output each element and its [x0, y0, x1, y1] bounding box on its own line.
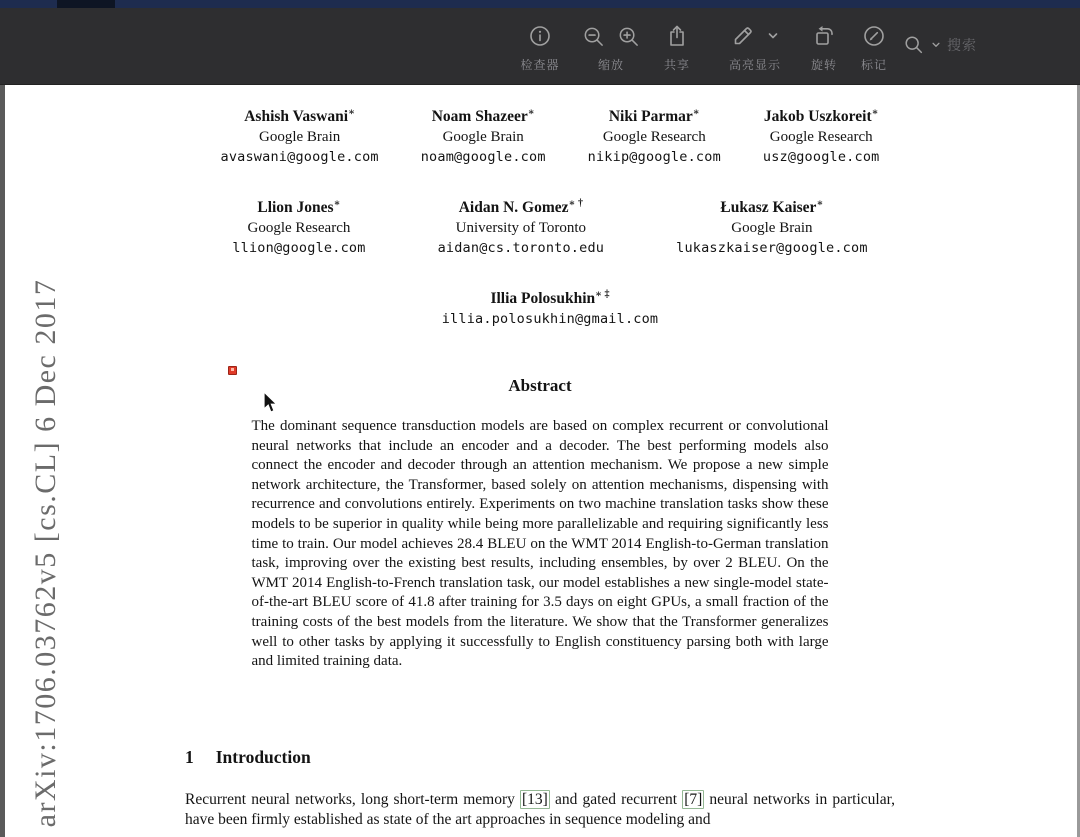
abstract-heading: Abstract [508, 376, 572, 395]
window-title-fragment [57, 0, 115, 8]
inspector-label: 检查器 [520, 58, 560, 72]
inspector-button[interactable] [505, 22, 575, 73]
markup-label: 标记 [860, 58, 887, 72]
author-affiliation: Google Research [247, 220, 351, 237]
intro-text-2: and gated recurrent [549, 791, 683, 808]
abstract-text: The dominant sequence transduction models are based on complex recurrent or convolutional neural networks that include an encoder and a decoder. The best performing models also connect the encoder and decoder through an attention mechanism. We propose a new simple network architecture, the Transformer, based solely on attention mechanisms, dispensing with recurrence and convolutions entirely. Experiments on two machine translation tasks show these models to be superior in quality while being more parallelizable and requiring significantly less time to train. Our model achieves 28.4 BLEU on the WMT 2014 English-to-German translation task, improving over the existing best results, including ensembles, by over 2 BLEU. On the WMT 2014 English-to-French translation task, our model establishes a new single-model state-of-the-art BLEU score of 41.8 after training for 3.5 days on eight GPUs, a small fraction of the training costs of the best models from the literature. We show that the Transformer generalizes well to other tasks by applying it successfully to English constituency parsing both with large and limited training data. [251, 418, 829, 670]
share-label: 共享 [663, 58, 690, 72]
arxiv-watermark: arXiv:1706.03762v5 [cs.CL] 6 Dec 2017 [29, 278, 62, 828]
author-name: Noam Shazeer∗ [431, 107, 535, 126]
intro-text-1: Recurrent neural networks, long short-term memory [185, 791, 521, 808]
author-affiliation: University of Toronto [455, 220, 586, 237]
search-field[interactable] [903, 34, 977, 56]
citation-link-7[interactable]: [7] [684, 791, 703, 808]
author-name: Łukasz Kaiser∗ [720, 198, 824, 217]
introduction-text [185, 790, 895, 829]
author [438, 194, 605, 258]
author-affiliation: Google Brain [259, 129, 341, 146]
author-row-2 [60, 194, 1040, 258]
author-row-1 [60, 103, 1040, 167]
toolbar [0, 8, 1080, 85]
author-affiliation: Google Research [602, 129, 706, 146]
author [442, 285, 659, 329]
author-name: Illia Polosukhin∗ ‡ [490, 289, 610, 308]
zoom-in-icon[interactable] [617, 25, 640, 48]
author-email: nikip@google.com [587, 149, 721, 166]
menu-bar-strip [0, 0, 1080, 8]
section-number: 1 [185, 747, 194, 767]
search-dropdown-chevron-icon [931, 40, 941, 50]
author-block [60, 103, 1040, 329]
info-icon [528, 24, 552, 48]
author-email: noam@google.com [420, 149, 546, 166]
pdf-page [0, 85, 1080, 837]
section-heading [185, 747, 311, 768]
author-affiliation: Google Research [769, 129, 873, 146]
share-icon [665, 24, 689, 48]
share-button[interactable] [646, 22, 708, 73]
highlight-dropdown-chevron-icon[interactable] [767, 30, 779, 42]
author-email: aidan@cs.toronto.edu [437, 240, 605, 257]
citation-link-13[interactable]: [13] [522, 791, 548, 808]
author-name: Ashish Vaswani∗ [244, 107, 355, 126]
search-placeholder: 搜索 [947, 37, 977, 53]
author [221, 103, 379, 167]
markup-button[interactable] [844, 22, 904, 73]
author [588, 103, 721, 167]
zoom-out-icon[interactable] [582, 25, 605, 48]
author-name: Aidan N. Gomez∗ † [458, 198, 583, 217]
author-name: Niki Parmar∗ [608, 107, 700, 126]
highlight-label: 高亮显示 [728, 58, 781, 72]
author [232, 194, 365, 258]
author-email: llion@google.com [232, 240, 366, 257]
author-email: illia.polosukhin@gmail.com [441, 311, 659, 328]
author-email: usz@google.com [762, 149, 880, 166]
intro-text-3: neural networks in particular, have been firmly established as state of the art approaches in sequence modeling and [185, 791, 895, 828]
author [763, 103, 880, 167]
author-name: Llion Jones∗ [257, 198, 341, 217]
markup-icon [862, 24, 886, 48]
annotation-marker[interactable] [228, 366, 237, 375]
rotate-label: 旋转 [810, 58, 837, 72]
author [421, 103, 546, 167]
highlight-pen-icon [731, 24, 755, 48]
author-email: lukaszkaiser@google.com [676, 240, 868, 257]
author-affiliation: Google Brain [731, 220, 813, 237]
author-row-3 [60, 285, 1040, 329]
zoom-buttons [570, 22, 652, 73]
page-left-edge [0, 85, 5, 837]
author-affiliation: Google Brain [442, 129, 524, 146]
search-icon [903, 34, 925, 56]
author-name: Jakob Uszkoreit∗ [763, 107, 879, 126]
section-title: Introduction [215, 747, 311, 767]
author-email: avaswani@google.com [220, 149, 379, 166]
zoom-label: 缩放 [597, 58, 624, 72]
highlight-button[interactable] [706, 22, 804, 73]
author [676, 194, 868, 258]
rotate-icon [812, 24, 836, 48]
